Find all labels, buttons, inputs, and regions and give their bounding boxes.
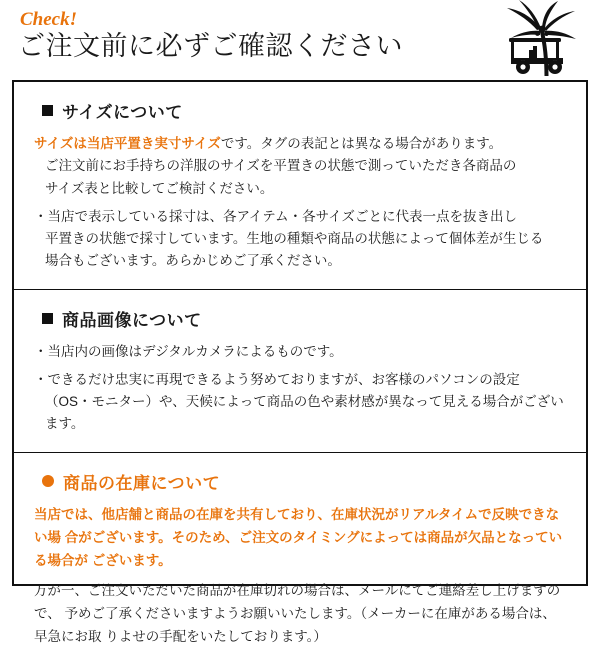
notice-box — [12, 80, 588, 645]
stock-plain-line-1: 万が一、ご注文いただいた商品が在庫切れの場合は、メールにてご連絡差し上げますので、 — [34, 583, 561, 622]
section-product-image — [14, 289, 586, 452]
stock-emph-line-3: ございます。 — [91, 552, 172, 568]
section-stock-heading — [42, 469, 566, 494]
stock-plain-text — [34, 580, 566, 649]
size-highlight-text: サイズは当店平置き実寸サイズ — [34, 136, 221, 151]
stock-emph-line-2: 合がございます。そのため、ご注文のタイミングによっては商品が欠品となっている場合が — [34, 529, 563, 568]
section-size-heading — [42, 98, 566, 123]
section-size-heading-text: サイズについて — [62, 103, 183, 122]
section-stock — [14, 452, 586, 659]
stock-emph-line-1: 当店では、他店舗と商品の在庫を共有しており、在庫状況がリアルタイムで反映できない場 — [34, 506, 560, 545]
stock-emphasis-text — [34, 504, 566, 573]
size2-line-1: ・当店で表示している採寸は、各アイテム・各サイズごとに代表一点を抜き出し — [34, 208, 518, 224]
size-line-2: ご注文前にお手持ちの洋服のサイズを平置きの状態で測っていただき各商品の — [45, 158, 517, 174]
section-size-paragraph-2 — [34, 206, 566, 273]
section-stock-heading-text: 商品の在庫について — [63, 473, 221, 493]
section-product-image-heading-text: 商品画像について — [62, 310, 202, 330]
size-line-1-rest: です。タグの表記とは異なる場合があります。 — [220, 136, 503, 151]
size-line-3: サイズ表と比較してご検討ください。 — [45, 180, 274, 196]
circle-marker-icon — [42, 475, 54, 487]
image2-line-1: ・できるだけ忠実に再現できるよう努めておりますが、お客様のパソコンの設定 — [34, 371, 520, 387]
page-title: ご注文前に必ずご確認ください — [18, 31, 403, 61]
image-paragraph-1 — [34, 341, 566, 363]
section-size-paragraph-1 — [34, 133, 566, 200]
stock-plain-line-3: りよせの手配をいたしております。） — [105, 629, 327, 645]
section-size — [14, 82, 586, 289]
image-paragraph-2 — [34, 369, 566, 436]
size2-line-3: 場合もございます。あらかじめご了承ください。 — [45, 253, 341, 269]
section-product-image-heading — [42, 306, 566, 331]
page-header — [0, 0, 600, 78]
image2-line-3: ます。 — [45, 416, 85, 432]
check-badge: Check! — [20, 9, 77, 30]
palm-tree-golf-cart-silhouette-icon — [489, 0, 594, 78]
square-marker-icon — [42, 105, 53, 116]
image2-line-2: （OS・モニター）や、天候によって商品の色や素材感が異なって見える場合がござい — [45, 394, 564, 410]
image1-line-1: ・当店内の画像はデジタルカメラによるものです。 — [34, 343, 343, 359]
stock-plain-line-2: 予めご了承くださいますようお願いいたします。（メーカーに在庫がある場合は、早急にお取 — [34, 606, 556, 645]
size2-line-2: 平置きの状態で採寸しています。生地の種類や商品の状態によって個体差が生じる — [45, 231, 544, 247]
square-marker-icon — [42, 313, 53, 324]
